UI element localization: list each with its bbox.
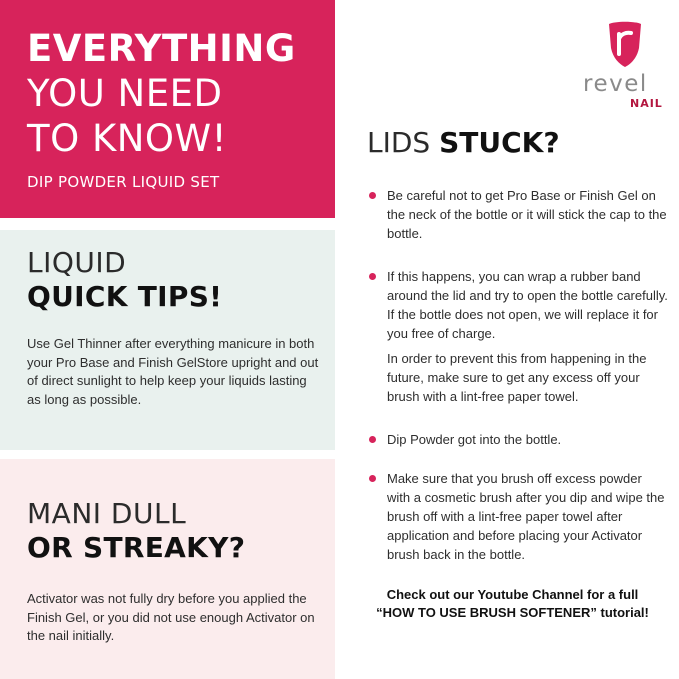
hero-panel (0, 0, 335, 218)
hero-line-1: EVERYTHING (27, 27, 296, 70)
lids-stuck-list (368, 186, 668, 564)
list-item-text: Be careful not to get Pro Base or Finish Gel on the neck of the bottle or it will stick the cap to the bottle. (387, 188, 667, 241)
lids-stuck-title-bold: STUCK? (439, 126, 560, 159)
list-item (368, 469, 668, 564)
hero-line-2: YOU NEED (27, 72, 223, 115)
list-item-text: Make sure that you brush off excess powder with a cosmetic brush after you dip and wipe the brush off with a lint-free paper towel after application and before placing your Activator brush back in the bottle. (387, 471, 665, 562)
logo-word-nail: NAIL (630, 97, 663, 110)
bullet-dot-icon (369, 475, 376, 482)
quick-tips-heading-light: LIQUID (27, 246, 127, 279)
mani-dull-panel (0, 459, 335, 679)
revel-nail-logo (583, 20, 663, 110)
hero-line-3: TO KNOW! (27, 117, 227, 160)
hero-subtitle: DIP POWDER LIQUID SET (27, 173, 220, 191)
mani-dull-heading-light: MANI DULL (27, 497, 187, 530)
list-item (368, 267, 668, 343)
list-item-text: In order to prevent this from happening in the future, make sure to get any excess off your brush with a lint-free paper towel. (387, 351, 647, 404)
bullet-dot-icon (369, 436, 376, 443)
list-item-text: If this happens, you can wrap a rubber band around the lid and try to open the bottle carefully. If the bottle does not open, we will replace it for you free of charge. (387, 269, 668, 341)
revel-logo-icon (605, 20, 645, 68)
youtube-cta-line-1: Check out our Youtube Channel for a full (386, 587, 639, 602)
youtube-cta (360, 586, 665, 622)
list-item (368, 430, 668, 449)
list-item-text: Dip Powder got into the bottle. (387, 432, 562, 447)
bullet-dot-icon (369, 273, 376, 280)
youtube-cta-line-2: “HOW TO USE BRUSH SOFTENER” tutorial! (376, 605, 649, 620)
logo-word-revel: revel (583, 71, 648, 97)
lids-stuck-title-light: LIDS (367, 126, 440, 159)
quick-tips-body: Use Gel Thinner after everything manicure in both your Pro Base and Finish GelStore upright and out of direct sunlight to help keep your liquids lasting as long as possible. (27, 336, 319, 407)
list-item (368, 186, 668, 243)
list-item-continuation (368, 349, 668, 406)
mani-dull-heading-bold: OR STREAKY? (27, 531, 246, 564)
mani-dull-body: Activator was not fully dry before you applied the Finish Gel, or you did not use enough Activator on the nail initially. (27, 591, 315, 643)
lids-stuck-title (367, 126, 560, 160)
bullet-dot-icon (369, 192, 376, 199)
quick-tips-heading-bold: QUICK TIPS! (27, 280, 223, 313)
quick-tips-panel (0, 230, 335, 450)
